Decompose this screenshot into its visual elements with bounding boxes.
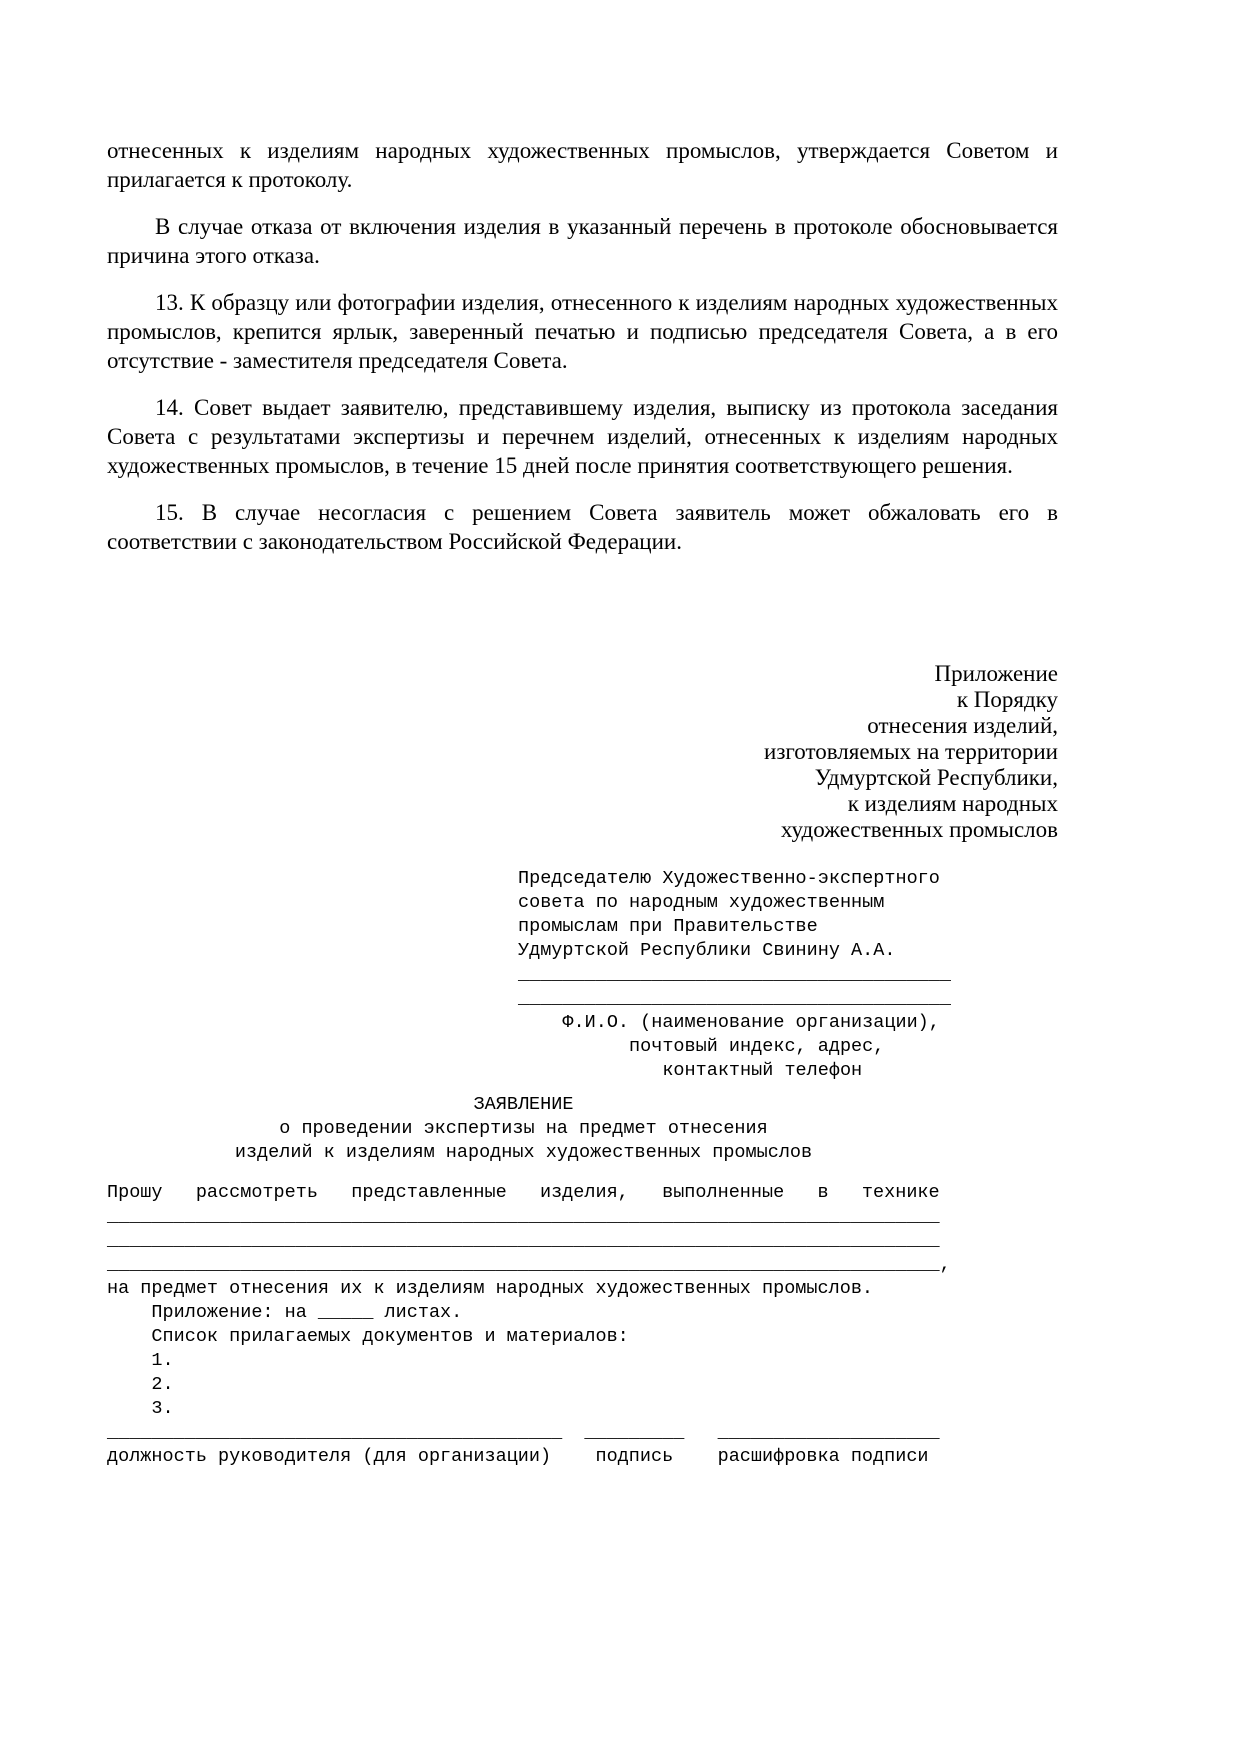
paragraph-item-15: 15. В случае несогласия с решением Совета заявитель может обжаловать его в соответствии с законодательством Российской Федерации.	[107, 500, 1058, 554]
annex-line: изготовляемых на территории	[764, 739, 1058, 764]
blank-fill-line: ___________________________________________________________________________	[107, 1230, 940, 1251]
paragraph-continuation: отнесенных к изделиям народных художественных промыслов, утверждается Советом и прилагается к протоколу.	[107, 138, 1058, 192]
addressee-line: Удмуртской Республики Свинину А.А.	[518, 940, 896, 961]
regulation-text	[107, 136, 1058, 556]
attachment-line: Приложение: на _____ листах.	[107, 1302, 463, 1323]
annex-line: к изделиям народных	[847, 791, 1058, 816]
applicant-caption-line: почтовый индекс, адрес,	[518, 1036, 885, 1057]
documents-list-header: Список прилагаемых документов и материалов:	[107, 1326, 629, 1347]
application-title-line: о проведении экспертизы на предмет отнесения	[279, 1118, 768, 1139]
applicant-fill-in-line: _______________________________________	[518, 988, 951, 1009]
annex-line: отнесения изделий,	[867, 713, 1058, 738]
signature-labels-line: должность руководителя (для организации) подпись расшифровка подписи	[107, 1446, 929, 1467]
addressee-line: промыслам при Правительстве	[518, 916, 818, 937]
request-line: Прошу рассмотреть представленные изделия, выполненные в технике	[107, 1182, 940, 1203]
addressee-block	[518, 867, 1240, 1083]
subject-line: на предмет отнесения их к изделиям народных художественных промыслов.	[107, 1278, 874, 1299]
application-title	[107, 1093, 940, 1165]
application-title-line: изделий к изделиям народных художественных промыслов	[234, 1142, 813, 1163]
annex-line: Приложение	[934, 661, 1058, 686]
annex-line: художественных промыслов	[780, 817, 1058, 842]
paragraph-item-13: 13. К образцу или фотографии изделия, отнесенного к изделиям народных художественных промыслов, крепится ярлык, заверенный печатью и подписью председателя Совета, а в его отсутствие - заместителя председателя Совета.	[107, 290, 1058, 373]
paragraph-refusal: В случае отказа от включения изделия в указанный перечень в протоколе обосновывается причина этого отказа.	[107, 214, 1058, 268]
applicant-caption-line: контактный телефон	[518, 1060, 863, 1081]
applicant-fill-in-line: _______________________________________	[518, 964, 951, 985]
blank-fill-line: ___________________________________________________________________________	[107, 1206, 940, 1227]
application-title-line: ЗАЯВЛЕНИЕ	[473, 1094, 574, 1115]
annex-line: к Порядку	[956, 687, 1058, 712]
list-item-1: 1.	[107, 1350, 174, 1371]
annex-reference	[107, 661, 1058, 843]
applicant-caption-line: Ф.И.О. (наименование организации),	[518, 1012, 940, 1033]
addressee-line: совета по народным художественным	[518, 892, 885, 913]
annex-line: Удмуртской Республики,	[814, 765, 1058, 790]
addressee-line: Председателю Художественно-экспертного	[518, 868, 940, 889]
paragraph-item-14: 14. Совет выдает заявителю, представившему изделия, выписку из протокола заседания Совета с результатами экспертизы и перечнем изделий, отнесенных к изделиям народных художественных промыслов, в течение 15 дней после принятия соответствующего решения.	[107, 395, 1058, 478]
blank-fill-line: ___________________________________________________________________________,	[107, 1254, 951, 1275]
list-item-2: 2.	[107, 1374, 174, 1395]
signature-rule-line: _________________________________________ _________ ____________________	[107, 1422, 940, 1443]
application-body	[107, 1181, 952, 1469]
list-item-3: 3.	[107, 1398, 174, 1419]
